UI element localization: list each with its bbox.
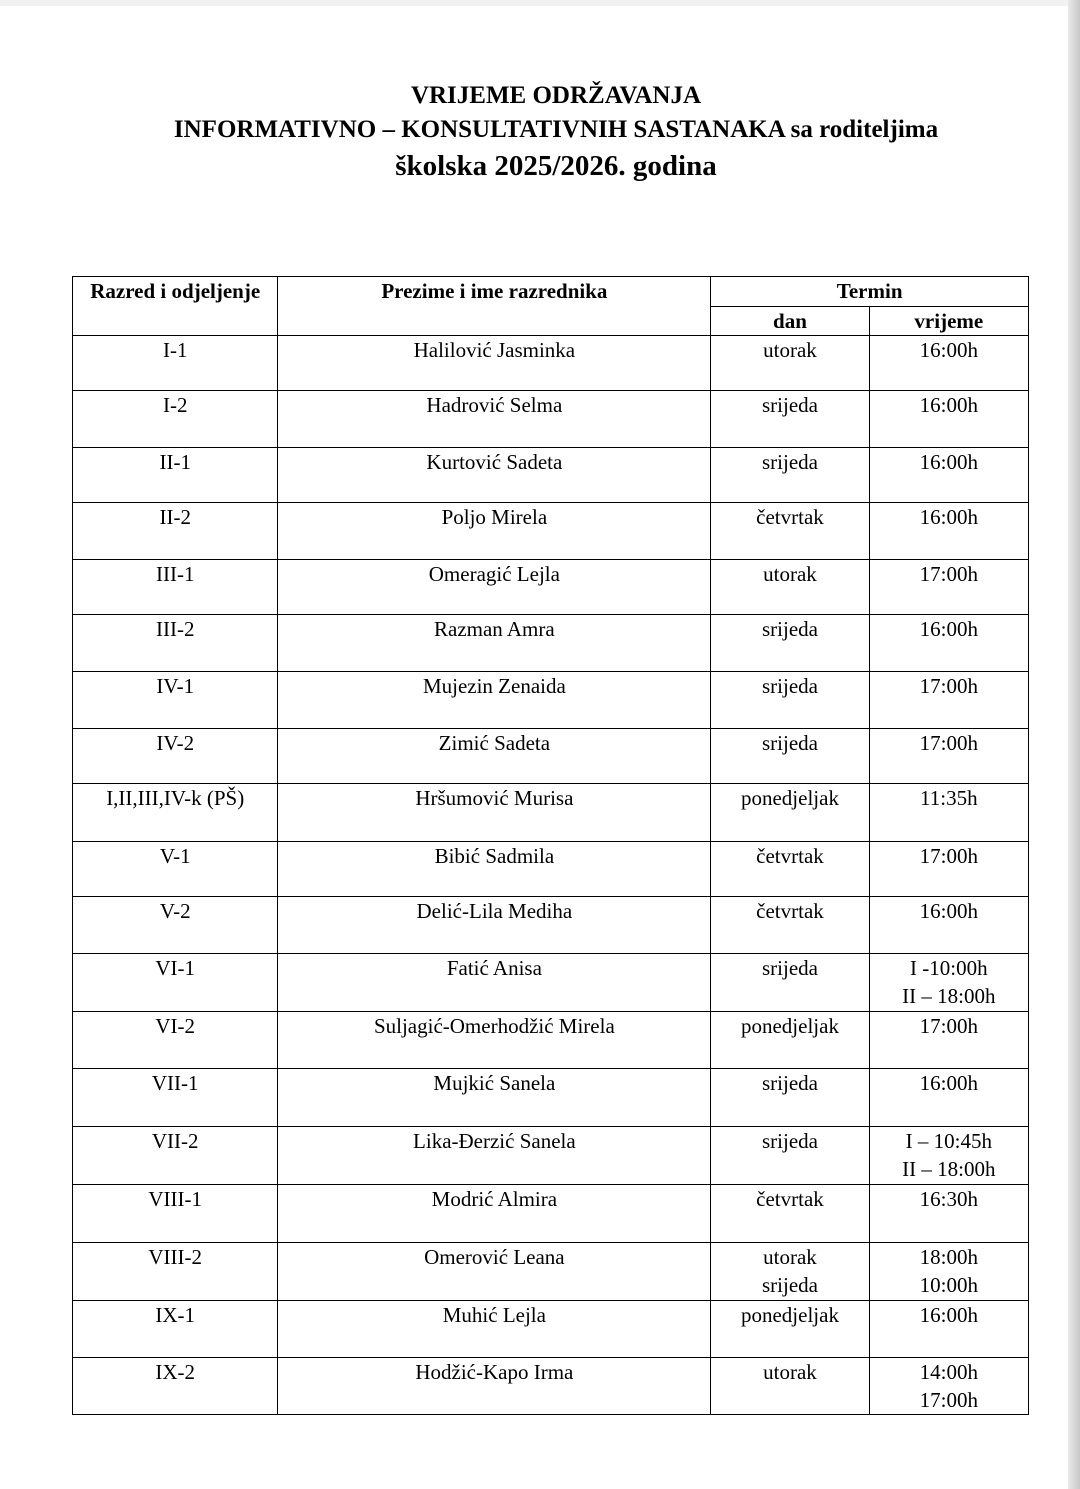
cell-teacher: Muhić Lejla xyxy=(278,1301,711,1358)
cell-teacher: Lika-Đerzić Sanela xyxy=(278,1127,711,1185)
cell-teacher: Bibić Sadmila xyxy=(278,842,711,897)
cell-day xyxy=(711,954,869,1012)
time-line: 17:00h xyxy=(919,1388,978,1412)
cell-teacher: Mujkić Sanela xyxy=(278,1069,711,1127)
cell-time xyxy=(869,1069,1028,1127)
time-line: 14:00h xyxy=(919,1360,978,1384)
cell-time xyxy=(869,1243,1028,1301)
cell-teacher: Kurtović Sadeta xyxy=(278,448,711,503)
cell-class: VII-1 xyxy=(73,1069,278,1127)
table-row xyxy=(73,503,1029,560)
cell-class: IX-2 xyxy=(73,1358,278,1415)
cell-class: VI-1 xyxy=(73,954,278,1012)
time-line: 16:00h xyxy=(919,899,978,923)
title-line-3: školska 2025/2026. godina xyxy=(395,150,717,182)
table-row xyxy=(73,336,1029,391)
time-line: 17:00h xyxy=(919,731,978,755)
cell-time xyxy=(869,1358,1028,1415)
day-line: četvrtak xyxy=(756,1187,824,1211)
time-line: 16:00h xyxy=(919,338,978,362)
cell-teacher: Fatić Anisa xyxy=(278,954,711,1012)
page-right-edge xyxy=(1068,0,1080,1489)
time-line: 16:00h xyxy=(919,505,978,529)
cell-time xyxy=(869,1301,1028,1358)
time-line: I – 10:45h xyxy=(905,1129,992,1153)
schedule-table xyxy=(72,276,1029,1415)
cell-teacher: Mujezin Zenaida xyxy=(278,672,711,729)
cell-time xyxy=(869,842,1028,897)
day-line: ponedjeljak xyxy=(740,1303,839,1327)
title-line-2: INFORMATIVNO – KONSULTATIVNIH SASTANAKA sa roditeljima xyxy=(173,116,939,143)
time-line: 10:00h xyxy=(919,1273,978,1297)
cell-time xyxy=(869,784,1028,842)
table-row xyxy=(73,1185,1029,1243)
header-teacher: Prezime i ime razrednika xyxy=(278,277,711,336)
day-line: srijeda xyxy=(761,674,818,698)
cell-teacher: Omeragić Lejla xyxy=(278,560,711,615)
day-line: srijeda xyxy=(761,956,818,980)
day-line: srijeda xyxy=(761,1273,818,1297)
cell-class: II-1 xyxy=(73,448,278,503)
cell-teacher: Halilović Jasminka xyxy=(278,336,711,391)
table-row xyxy=(73,560,1029,615)
time-line: 16:00h xyxy=(919,1071,978,1095)
cell-day xyxy=(711,1358,869,1415)
day-line: srijeda xyxy=(761,731,818,755)
table-row xyxy=(73,729,1029,784)
header-class xyxy=(73,277,278,336)
table-row xyxy=(73,448,1029,503)
header-time: vrijeme xyxy=(869,307,1028,336)
time-line: I -10:00h xyxy=(910,956,988,980)
table-row xyxy=(73,1127,1029,1185)
cell-day xyxy=(711,615,869,672)
cell-day xyxy=(711,448,869,503)
header-class-line1: Razred i xyxy=(90,279,167,303)
cell-class: I,II,III,IV-k (PŠ) xyxy=(73,784,278,842)
table-row xyxy=(73,784,1029,842)
time-line: II – 18:00h xyxy=(902,984,996,1008)
cell-day xyxy=(711,503,869,560)
time-line: 16:00h xyxy=(919,450,978,474)
cell-class: I-2 xyxy=(73,391,278,448)
day-line: srijeda xyxy=(761,1071,818,1095)
cell-class: III-1 xyxy=(73,560,278,615)
day-line: utorak xyxy=(763,562,817,586)
cell-time xyxy=(869,448,1028,503)
table-row xyxy=(73,1243,1029,1301)
cell-time xyxy=(869,897,1028,954)
cell-class: IV-2 xyxy=(73,729,278,784)
day-line: četvrtak xyxy=(756,505,824,529)
time-line: 17:00h xyxy=(919,1014,978,1038)
day-line: srijeda xyxy=(761,393,818,417)
cell-day xyxy=(711,842,869,897)
table-row xyxy=(73,1358,1029,1415)
table-row xyxy=(73,1069,1029,1127)
cell-teacher: Suljagić-Omerhodžić Mirela xyxy=(278,1012,711,1069)
cell-time xyxy=(869,1127,1028,1185)
day-line: četvrtak xyxy=(756,844,824,868)
time-line: 17:00h xyxy=(919,844,978,868)
cell-class: IX-1 xyxy=(73,1301,278,1358)
cell-day xyxy=(711,784,869,842)
table-row xyxy=(73,1012,1029,1069)
cell-time xyxy=(869,1012,1028,1069)
cell-teacher: Hodžić-Kapo Irma xyxy=(278,1358,711,1415)
table-row xyxy=(73,615,1029,672)
table-row xyxy=(73,391,1029,448)
cell-day xyxy=(711,1243,869,1301)
cell-day xyxy=(711,1069,869,1127)
cell-class: VI-2 xyxy=(73,1012,278,1069)
time-line: 16:00h xyxy=(919,1303,978,1327)
cell-day xyxy=(711,729,869,784)
day-line: četvrtak xyxy=(756,899,824,923)
cell-class: V-2 xyxy=(73,897,278,954)
cell-time xyxy=(869,391,1028,448)
table-row xyxy=(73,842,1029,897)
time-line: 18:00h xyxy=(919,1245,978,1269)
day-line: utorak xyxy=(763,1360,817,1384)
cell-day xyxy=(711,391,869,448)
time-line: II – 18:00h xyxy=(902,1157,996,1181)
page-top-edge xyxy=(0,0,1068,6)
cell-teacher: Razman Amra xyxy=(278,615,711,672)
cell-class: VIII-1 xyxy=(73,1185,278,1243)
table-row xyxy=(73,1301,1029,1358)
cell-day xyxy=(711,1127,869,1185)
table-row xyxy=(73,897,1029,954)
cell-day xyxy=(711,1012,869,1069)
cell-class: I-1 xyxy=(73,336,278,391)
header-term: Termin xyxy=(711,277,1029,307)
cell-time xyxy=(869,560,1028,615)
header-day: dan xyxy=(711,307,869,336)
day-line: utorak xyxy=(763,338,817,362)
cell-day xyxy=(711,560,869,615)
cell-teacher: Zimić Sadeta xyxy=(278,729,711,784)
day-line: srijeda xyxy=(761,450,818,474)
day-line: srijeda xyxy=(761,617,818,641)
time-line: 16:30h xyxy=(919,1187,978,1211)
cell-time xyxy=(869,672,1028,729)
cell-class: VIII-2 xyxy=(73,1243,278,1301)
time-line: 17:00h xyxy=(919,674,978,698)
cell-teacher: Hršumović Murisa xyxy=(278,784,711,842)
cell-time xyxy=(869,336,1028,391)
cell-class: III-2 xyxy=(73,615,278,672)
cell-day xyxy=(711,897,869,954)
table-row xyxy=(73,672,1029,729)
cell-teacher: Omerović Leana xyxy=(278,1243,711,1301)
cell-teacher: Hadrović Selma xyxy=(278,391,711,448)
time-line: 16:00h xyxy=(919,617,978,641)
cell-teacher: Delić-Lila Mediha xyxy=(278,897,711,954)
day-line: srijeda xyxy=(761,1129,818,1153)
cell-class: VII-2 xyxy=(73,1127,278,1185)
day-line: ponedjeljak xyxy=(740,786,839,810)
cell-time xyxy=(869,954,1028,1012)
time-line: 11:35h xyxy=(920,786,978,810)
cell-time xyxy=(869,503,1028,560)
time-line: 16:00h xyxy=(919,393,978,417)
cell-day xyxy=(711,1301,869,1358)
cell-class: II-2 xyxy=(73,503,278,560)
cell-time xyxy=(869,1185,1028,1243)
cell-time xyxy=(869,729,1028,784)
cell-teacher: Poljo Mirela xyxy=(278,503,711,560)
cell-day xyxy=(711,672,869,729)
title-line-1: VRIJEME ODRŽAVANJA xyxy=(410,82,702,109)
cell-day xyxy=(711,336,869,391)
header-class-line2: odjeljenje xyxy=(171,279,261,303)
time-line: 17:00h xyxy=(919,562,978,586)
cell-class: V-1 xyxy=(73,842,278,897)
day-line: utorak xyxy=(763,1245,817,1269)
table-row xyxy=(73,954,1029,1012)
day-line: ponedjeljak xyxy=(740,1014,839,1038)
cell-time xyxy=(869,615,1028,672)
cell-day xyxy=(711,1185,869,1243)
cell-class: IV-1 xyxy=(73,672,278,729)
cell-teacher: Modrić Almira xyxy=(278,1185,711,1243)
